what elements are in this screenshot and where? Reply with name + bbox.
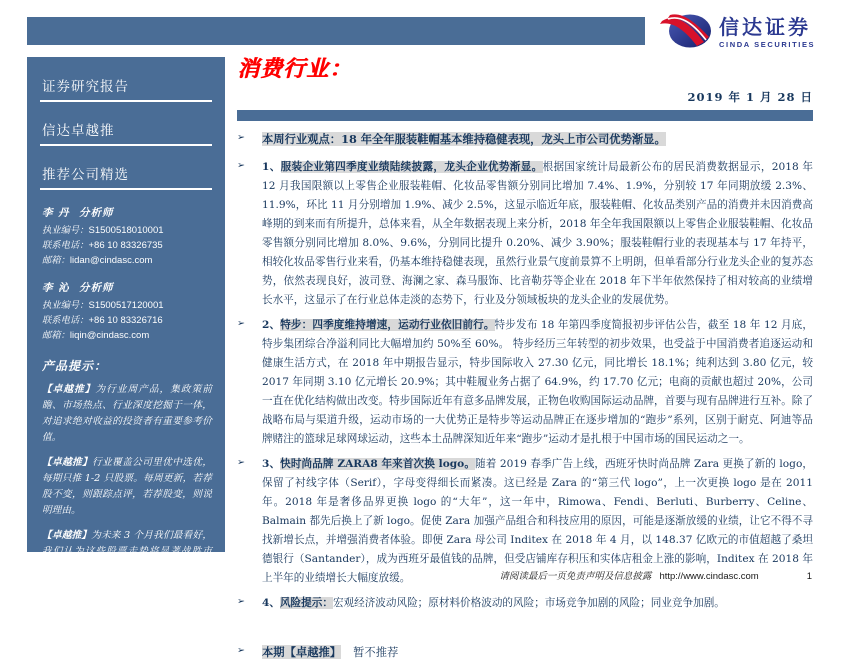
company-address: 北京市西城区闹市口大街 9 号院 1 号楼 [42,629,193,639]
cinda-logo-icon [660,11,712,55]
bullet-highlight: 风险提示： [279,597,333,609]
bullet-arrow-icon: ➢ [237,457,245,468]
tip-text: 行业覆盖公司里优中选优，每期只推 1-2 只股票。每周更新，若荐股不变，则跟踪点评，若荐股变，则说明理由。 [42,457,213,516]
bullet-xtep [237,316,813,449]
email-value[interactable]: lidan@cindasc.com [69,255,153,266]
bullet-highlight: 服装企业第四季度业绩陆续披露，龙头企业优势渐显。 [280,161,543,173]
company-name-cn: 信达证券股份有限公司 [42,603,128,613]
cert-label: 执业编号： [42,225,89,236]
sidebar-header-research-report: 证券研究报告 [40,73,212,102]
postcode-label: 邮编： [42,643,68,653]
page-footer [499,568,812,582]
bullet-body: 宏观经济波动风险；原材料价格波动的风险；市场竞争加剧的风险；同业竞争加剧。 [332,597,725,609]
bullet-current-pick [237,643,813,662]
sidebar-header-cinda-picks: 信达卓越推 [40,117,212,146]
bullet-body: 根据国家统计局最新公布的居民消费数据显示，2018 年 12 月我国限额以上零售企业服装鞋帽、化妆品零售额分别同比增加 7.4%、1.9%，分别较 17 年同期放缓 2.3%、11.9%，环比 11 月分别增加 1.9%、减少 2.5%，这显示临近年底，服装鞋帽、化妆品类别产品的消费并未因消费高峰期的到来而有所提升，总体来看，从全年数据表现上来分析，2018 年全年我国限额以上零售企业服装鞋帽、化妆品零售额分别同比增加 8.0%、9.6%，分别同比提升 0.20%、减少 3.90%；服装鞋帽行业的表现基本与 17 年持平，相较化妆品零售行业来看，仍基本维持稳健表现，虽然行业景气度前景算不上明朗，但单看部分行业龙头企业的复苏态势，依然表现良好，波司登、海澜之家、森马服饰、比音勒芬等企业在 2018 年下半年依然保持了相对较高的业绩增长水平，这显示了在行业总体走淡的态势下，行业及分领域板块的龙头企业的发展优势。 [262,161,814,306]
email-value[interactable]: liqin@cindasc.com [69,330,150,341]
email-label: 邮箱： [42,330,70,341]
brand-logo [660,11,815,55]
tip-text: 为未来 3 个月我们最看好，我们认为这些股票走势将显著战胜市场，建议重点配置。 [42,530,213,573]
bullet-highlight: 本期【卓越推】 [262,645,342,659]
cert-value: S1500518010001 [88,225,164,236]
sidebar [27,57,225,653]
bullet-body: 随着 2019 春季广告上线，西班牙快时尚品牌 Zara 更换了新的 logo，保留了衬线字体（Serif），字母变得细长而紧凑。这已经是 Zara 的“第三代 logo”，上一次更换 logo 是在 2011 年。2018 年是奢侈品界更换 logo 的“大年”，这一年中，Rimowa、Fendi、Berluti、Burberry、Celine、Balmain 都先后换上了新 logo。促使 Zara 加强产品组合和科技应用的原因，可能是逐渐放缓的业绩，让它不得不寻找新增长点，并增强消费者体验。即便 Zara 母公司 Inditex 在 2018 年 4 月，以 148.37 亿欧元的市值超越了桑坦德银行（Santander），成为西班牙最值钱的品牌，但受店铺库存积压和实体店租金上涨的影响，Inditex 在 2018 年上半年的业绩增长大幅度放缓。 [262,458,814,584]
bullet-text [262,643,813,662]
page-number: 1 [806,571,812,582]
bullet-apparel-q4 [237,158,813,310]
bullet-risk-notice [237,594,813,613]
disclaimer-text: 请阅读最后一页免责声明及信息披露 [499,571,652,582]
analyst-title-text: 分析师 [78,282,114,294]
cert-label: 执业编号： [42,300,89,311]
product-tip-1 [42,382,212,446]
analyst-email-row [42,253,212,268]
bullet-text [262,316,813,449]
bullet-text [262,130,813,149]
footer-url-link[interactable]: http://www.cindasc.com [659,571,759,582]
header-rule [237,110,813,121]
bullet-arrow-icon: ➢ [237,132,245,143]
bullet-arrow-icon: ➢ [237,596,245,607]
analyst-block-2 [42,280,212,343]
tip-tag: 【卓越推】 [42,530,92,541]
bullet-highlight: 快时尚品牌 ZARA8 年来首次换 logo。 [280,458,476,470]
bullet-body: 暂不推荐 [353,646,399,659]
bullet-arrow-icon: ➢ [237,318,245,329]
phone-value: +86 10 83326735 [88,240,163,251]
report-date: 2019 年 1 月 28 日 [687,90,813,104]
bullet-lead: 2、 [262,319,281,331]
phone-label: 联系电话： [42,240,89,251]
bullet-text [262,594,813,613]
analyst-phone-row [42,238,212,253]
bullet-text [262,158,813,310]
analyst-cert-row [42,223,212,238]
phone-label: 联系电话： [42,315,89,326]
analyst-name-text: 李 沁 [42,282,70,294]
postcode-value: 100031 [67,642,97,652]
bullet-highlight: 本周行业观点：18 年全年服装鞋帽基本维持稳健表现，龙头上市公司优势渐显。 [262,132,666,146]
cert-value: S1500517120001 [88,300,164,311]
email-label: 邮箱： [42,255,70,266]
analyst-name-text: 李 丹 [42,207,70,219]
bullet-lead: 1、 [262,161,281,173]
logo-en-text: CINDA SECURITIES [719,39,816,49]
bullet-lead: 4、 [262,597,280,609]
bullet-weekly-view [237,130,813,149]
bullet-arrow-icon: ➢ [237,160,245,171]
top-bar [27,17,645,45]
sidebar-header-recommended-companies: 推荐公司精选 [40,161,212,190]
analyst-cert-row [42,298,212,313]
analyst-title-text: 分析师 [78,207,114,219]
company-postcode-row [42,641,212,655]
logo-cn-text: 信达证券 [719,16,811,39]
product-tips-heading: 产品提示： [42,359,108,373]
bullet-lead: 3、 [262,458,281,470]
tip-text: 为行业周产品，集政策前瞻、市场热点、行业深度挖掘于一体，对追求绝对收益的投资者有重要参考价值。 [42,384,212,443]
tip-tag: 【卓越推】 [42,384,96,395]
analyst-name [42,280,212,295]
analyst-block-1 [42,205,212,268]
product-tip-2 [42,455,212,519]
phone-value: +86 10 83326716 [88,315,163,326]
product-tip-3 [42,528,212,576]
bullet-arrow-icon: ➢ [237,645,245,656]
company-info [42,602,212,655]
analyst-phone-row [42,313,212,328]
page-title: 消费行业： [237,56,353,82]
bullet-highlight: 特步：四季度维持增速，运动行业依旧前行。 [280,319,495,331]
bullet-body: 特步发布 18 年第四季度简报初步评估公告，截至 18 年 12 月底，特步集团综合净溢利同比大幅增加约 50%至 60%。 特步经历三年转型的初步效果，也受益于中国消费者追逐运动和健康生活方式，在 2018 年中期报告显示，特步国际收入 27.30 亿元，同比增长 18.1%；纯利达到 3.80 亿元，较 2017 年同期 3.10 亿元增长 20.9%；其中鞋履业务占据了 64.9%，约 17.70 亿元；电商的贡献也超过 20%，公司一直在优化结构做出改变。特步国际近年有意多品牌发展，正物色收购国际运动品牌，首要与现有品牌进行互补。除了战略布局与渠道升级，运动市场的一大优势正是特步等运动品牌正在逐步增加的“跑步”系列，区别于耐克、阿迪等品牌赌注的篮球足球网球运动，这些本土品牌深知近年来“跑步”运动才是扎根于中国市场的国民运动之一。 [262,319,813,445]
analyst-name [42,205,212,220]
tip-tag: 【卓越推】 [42,457,93,468]
analyst-email-row [42,328,212,343]
company-name-en: CINDA SECURITIES CO.,LTD [42,616,164,626]
